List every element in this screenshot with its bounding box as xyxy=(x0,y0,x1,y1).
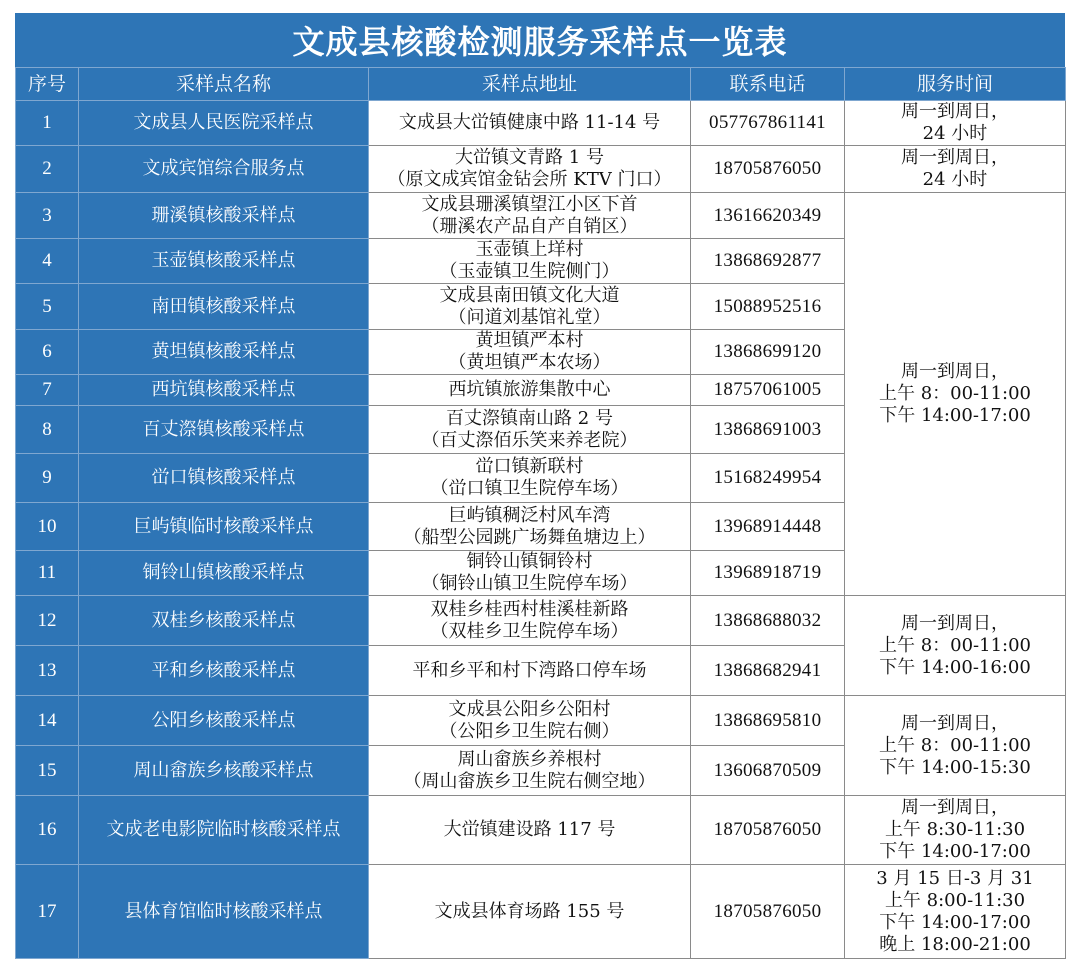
row-index: 13 xyxy=(16,646,79,696)
service-hours-line: 周一到周日， xyxy=(901,101,1009,122)
table-row xyxy=(16,596,1066,646)
address-line: （双桂乡卫生院停车场） xyxy=(430,620,629,642)
contact-phone: 15088952516 xyxy=(691,284,845,330)
row-index: 1 xyxy=(16,101,79,146)
site-name: 黄坦镇核酸采样点 xyxy=(79,330,369,375)
address-line: 黄坦镇严本村 xyxy=(475,330,584,351)
site-name: 南田镇核酸采样点 xyxy=(79,284,369,330)
service-hours xyxy=(845,101,1066,146)
site-name: 百丈漈镇核酸采样点 xyxy=(79,406,369,454)
header-service-hours: 服务时间 xyxy=(845,68,1066,101)
contact-phone: 18705876050 xyxy=(691,146,845,193)
service-hours-line: 上午 8:00-11:30 xyxy=(884,889,1026,911)
site-name: 双桂乡核酸采样点 xyxy=(79,596,369,646)
contact-phone: 13968914448 xyxy=(691,503,845,551)
contact-phone: 15168249954 xyxy=(691,454,845,503)
header-phone: 联系电话 xyxy=(691,68,845,101)
table-row xyxy=(16,101,1066,146)
service-hours-line: 24 小时 xyxy=(922,169,988,190)
row-index: 4 xyxy=(16,239,79,284)
site-name: 峃口镇核酸采样点 xyxy=(79,454,369,503)
site-name: 周山畲族乡核酸采样点 xyxy=(79,746,369,796)
contact-phone: 13868691003 xyxy=(691,406,845,454)
service-hours xyxy=(845,596,1066,696)
sampling-sites-table xyxy=(15,67,1066,959)
contact-phone: 18705876050 xyxy=(691,796,845,865)
service-hours-line: 上午 8：00-11:00 xyxy=(878,634,1032,656)
table-row xyxy=(16,146,1066,193)
table-row xyxy=(16,796,1066,865)
table-row xyxy=(16,696,1066,746)
service-hours-line: 下午 14:00-17:00 xyxy=(879,405,1031,426)
row-index: 8 xyxy=(16,406,79,454)
service-hours-line: 下午 14:00-16:00 xyxy=(879,656,1031,678)
service-hours-line: 上午 8：00-11:00 xyxy=(878,734,1032,756)
address-line: 文成县公阳乡公阳村 xyxy=(448,698,611,720)
service-hours-line: 下午 14:00-15:30 xyxy=(879,756,1031,778)
service-hours-line: 周一到周日， xyxy=(901,797,1009,818)
site-address xyxy=(369,375,691,406)
address-line: （峃口镇卫生院停车场） xyxy=(430,478,629,499)
header-index: 序号 xyxy=(16,68,79,101)
header-site-address: 采样点地址 xyxy=(369,68,691,101)
service-hours-line: 周一到周日， xyxy=(901,712,1009,734)
site-address xyxy=(369,193,691,239)
row-index: 6 xyxy=(16,330,79,375)
row-index: 15 xyxy=(16,746,79,796)
row-index: 14 xyxy=(16,696,79,746)
service-hours-line: 24 小时 xyxy=(922,123,988,144)
site-name: 铜铃山镇核酸采样点 xyxy=(79,551,369,596)
row-index: 3 xyxy=(16,193,79,239)
contact-phone: 18705876050 xyxy=(691,865,845,959)
site-address xyxy=(369,330,691,375)
contact-phone: 13616620349 xyxy=(691,193,845,239)
address-line: 文成县南田镇文化大道 xyxy=(439,284,620,306)
table-row xyxy=(16,865,1066,959)
site-address xyxy=(369,551,691,596)
address-line: （原文成宾馆金钻会所 KTV 门口） xyxy=(387,169,672,190)
service-hours-line: 上午 8：00-11:00 xyxy=(878,383,1032,404)
site-address xyxy=(369,101,691,146)
site-address xyxy=(369,646,691,696)
service-hours xyxy=(845,696,1066,796)
site-name: 玉壶镇核酸采样点 xyxy=(79,239,369,284)
address-line: （玉壶镇卫生院侧门） xyxy=(439,261,620,282)
row-index: 5 xyxy=(16,284,79,330)
row-index: 7 xyxy=(16,375,79,406)
site-address xyxy=(369,503,691,551)
address-line: 峃口镇新联村 xyxy=(475,456,584,477)
address-line: （珊溪农产品自产自销区） xyxy=(421,215,638,237)
contact-phone: 13868682941 xyxy=(691,646,845,696)
address-line: 周山畲族乡养根村 xyxy=(457,748,602,770)
row-index: 12 xyxy=(16,596,79,646)
address-line: 铜铃山镇铜铃村 xyxy=(466,551,593,572)
page-title: 文成县核酸检测服务采样点一览表 xyxy=(15,13,1065,67)
site-address xyxy=(369,696,691,746)
row-index: 9 xyxy=(16,454,79,503)
contact-phone: 13868692877 xyxy=(691,239,845,284)
address-line: 文成县体育场路 155 号 xyxy=(434,900,625,922)
contact-phone: 13868699120 xyxy=(691,330,845,375)
header-site-name: 采样点名称 xyxy=(79,68,369,101)
service-hours xyxy=(845,146,1066,193)
row-index: 2 xyxy=(16,146,79,193)
service-hours-line: 下午 14:00-17:00 xyxy=(879,911,1031,933)
address-line: （船型公园跳广场舞鱼塘边上） xyxy=(403,526,656,548)
service-hours-line: 周一到周日， xyxy=(901,147,1009,168)
address-line: （周山畲族乡卫生院右侧空地） xyxy=(403,770,656,792)
address-line: （百丈漈佰乐笑来养老院） xyxy=(421,429,638,451)
row-index: 17 xyxy=(16,865,79,959)
site-address xyxy=(369,865,691,959)
service-hours-line: 周一到周日， xyxy=(901,612,1009,634)
contact-phone: 13868688032 xyxy=(691,596,845,646)
address-line: （公阳乡卫生院右侧） xyxy=(439,720,620,742)
site-address xyxy=(369,239,691,284)
site-address xyxy=(369,146,691,193)
site-name: 文成老电影院临时核酸采样点 xyxy=(79,796,369,865)
row-index: 16 xyxy=(16,796,79,865)
service-hours xyxy=(845,796,1066,865)
contact-phone: 057767861141 xyxy=(691,101,845,146)
table-row xyxy=(16,193,1066,239)
address-line: 文成县珊溪镇望江小区下首 xyxy=(421,193,638,215)
service-hours xyxy=(845,193,1066,596)
row-index: 10 xyxy=(16,503,79,551)
site-name: 文成宾馆综合服务点 xyxy=(79,146,369,193)
address-line: 巨屿镇稠泛村风车湾 xyxy=(448,504,611,526)
address-line: （黄坦镇严本农场） xyxy=(448,352,611,373)
site-address xyxy=(369,406,691,454)
site-name: 珊溪镇核酸采样点 xyxy=(79,193,369,239)
address-line: 大峃镇文青路 1 号 xyxy=(455,147,604,168)
service-hours-line: 晚上 18:00-21:00 xyxy=(879,933,1031,955)
site-name: 巨屿镇临时核酸采样点 xyxy=(79,503,369,551)
site-address xyxy=(369,596,691,646)
service-hours-line: 上午 8:30-11:30 xyxy=(884,819,1026,840)
table-header-row xyxy=(16,68,1066,101)
service-hours xyxy=(845,865,1066,959)
address-line: （铜铃山镇卫生院停车场） xyxy=(421,573,638,594)
site-name: 县体育馆临时核酸采样点 xyxy=(79,865,369,959)
row-index: 11 xyxy=(16,551,79,596)
site-name: 文成县人民医院采样点 xyxy=(79,101,369,146)
site-name: 西坑镇核酸采样点 xyxy=(79,375,369,406)
address-line: 平和乡平和村下湾路口停车场 xyxy=(412,659,647,681)
site-address xyxy=(369,796,691,865)
site-name: 公阳乡核酸采样点 xyxy=(79,696,369,746)
site-address xyxy=(369,746,691,796)
contact-phone: 18757061005 xyxy=(691,375,845,406)
address-line: （问道刘基馆礼堂） xyxy=(448,306,611,328)
contact-phone: 13606870509 xyxy=(691,746,845,796)
document xyxy=(15,13,1065,959)
address-line: 大峃镇建设路 117 号 xyxy=(443,819,616,840)
service-hours-line: 周一到周日， xyxy=(901,361,1009,382)
site-address xyxy=(369,284,691,330)
site-name: 平和乡核酸采样点 xyxy=(79,646,369,696)
service-hours-line: 下午 14:00-17:00 xyxy=(879,841,1031,862)
site-address xyxy=(369,454,691,503)
address-line: 百丈漈镇南山路 2 号 xyxy=(446,407,613,429)
address-line: 玉壶镇上垟村 xyxy=(475,239,584,260)
contact-phone: 13968918719 xyxy=(691,551,845,596)
address-line: 文成县大峃镇健康中路 11-14 号 xyxy=(398,112,661,133)
service-hours-line: 3 月 15 日-3 月 31 xyxy=(876,867,1034,889)
address-line: 西坑镇旅游集散中心 xyxy=(448,379,611,400)
contact-phone: 13868695810 xyxy=(691,696,845,746)
address-line: 双桂乡桂西村桂溪桂新路 xyxy=(430,598,629,620)
